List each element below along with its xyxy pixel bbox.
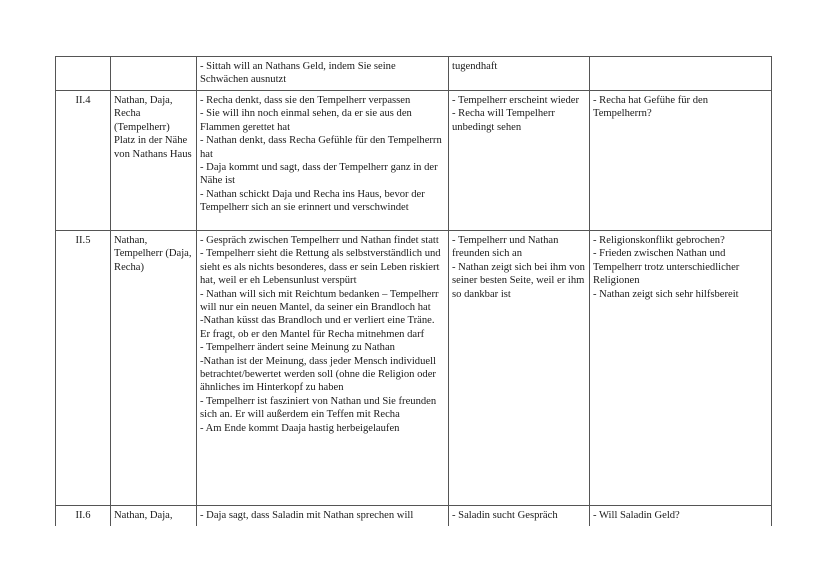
question-line: - Frieden zwischen Nathan und Tempelherr trotz unterschiedlicher Religionen (593, 248, 740, 287)
scene-cell: II.5 (56, 231, 111, 506)
table-row (56, 91, 772, 231)
characterization-line: tugendhaft (452, 61, 498, 72)
scene-table (55, 56, 772, 526)
characterization-cell (449, 91, 590, 231)
content-line: -Nathan küsst das Brandloch und er verliert eine Träne. Er fragt, ob er den Mantel für Recha mitnehmen darf (200, 315, 435, 340)
persons-line: Nathan, Daja, (114, 510, 173, 521)
content-line: - Nathan denkt, dass Recha Gefühle für den Tempelherrn hat (200, 135, 442, 160)
questions-cell (590, 57, 772, 91)
persons-cell (111, 506, 197, 526)
content-line: - Sittah will an Nathans Geld, indem Sie seine Schwächen ausnutzt (200, 61, 396, 86)
characterization-line: - Tempelherr erscheint wieder (452, 95, 580, 106)
table-row (56, 506, 772, 526)
question-line: - Recha hat Gefühe für den Tempelherrn? (593, 95, 709, 120)
scene-cell: II.6 (56, 506, 111, 526)
questions-cell (590, 91, 772, 231)
content-line: - Nathan will sich mit Reichtum bedanken – Tempelherr will nur ein neuen Mantel, da seiner ein Brandloch hat (200, 288, 439, 314)
content-line: - Tempelherr ist fasziniert von Nathan und Sie freunden sich an. Er will außerdem ein Teffen mit Recha (200, 395, 437, 421)
characterization-cell (449, 57, 590, 91)
table-row (56, 231, 772, 506)
content-line: - Gespräch zwischen Tempelherr und Nathan findet statt (200, 235, 439, 246)
characterization-cell (449, 231, 590, 506)
characterization-cell (449, 506, 590, 526)
content-line: - Nathan schickt Daja und Recha ins Haus, bevor der Tempelherr sich an sie erinnert und verschwindet (200, 188, 425, 214)
persons-cell (111, 57, 197, 91)
question-line: - Nathan zeigt sich sehr hilfsbereit (593, 288, 739, 300)
content-line: - Am Ende kommt Daaja hastig herbeigelaufen (200, 422, 400, 434)
questions-cell (590, 231, 772, 506)
content-line: - Sie will ihn noch einmal sehen, da er sie aus den Flammen gerettet hat (200, 108, 412, 133)
characterization-line: - Nathan zeigt sich bei ihm von seiner besten Seite, weil er ihm so dankbar ist (452, 261, 585, 300)
scene-cell (56, 57, 111, 91)
persons-line: Nathan, Daja, Recha (Tempelherr) (114, 95, 173, 133)
content-line: -Nathan ist der Meinung, dass jeder Mensch individuell betrachtet/bewertet werden soll (ohne die Religion oder ähnliches im Hinterkopf zu haben (200, 355, 436, 394)
question-line: - Religionskonflikt gebrochen? (593, 235, 725, 246)
table-row (56, 57, 772, 91)
content-line: - Daja sagt, dass Saladin mit Nathan sprechen will (200, 510, 414, 521)
characterization-line: - Tempelherr und Nathan freunden sich an (452, 235, 559, 260)
characterization-line: - Saladin sucht Gespräch (452, 510, 558, 521)
content-cell (197, 506, 449, 526)
content-line: - Recha denkt, dass sie den Tempelherr verpassen (200, 95, 411, 106)
content-line: - Tempelherr ändert seine Meinung zu Nathan (200, 342, 395, 354)
characterization-line: - Recha will Tempelherr unbedingt sehen (452, 108, 555, 133)
persons-cell (111, 91, 197, 231)
content-line: - Daja kommt und sagt, dass der Tempelherr ganz in der Nähe ist (200, 162, 438, 187)
location-line: Platz in der Nähe von Nathans Haus (114, 135, 192, 160)
questions-cell (590, 506, 772, 526)
question-line: - Will Saladin Geld? (593, 510, 680, 521)
content-cell (197, 57, 449, 91)
scene-cell: II.4 (56, 91, 111, 231)
persons-cell (111, 231, 197, 506)
content-cell (197, 91, 449, 231)
persons-line: Nathan, Tempelherr (Daja, Recha) (114, 235, 192, 273)
content-line: - Tempelherr sieht die Rettung als selbstverständlich und sieht es als nichts besonderes, dass er sein Leben riskiert hat, weil er eh Lebensunlust verspürt (200, 248, 441, 287)
content-cell (197, 231, 449, 506)
